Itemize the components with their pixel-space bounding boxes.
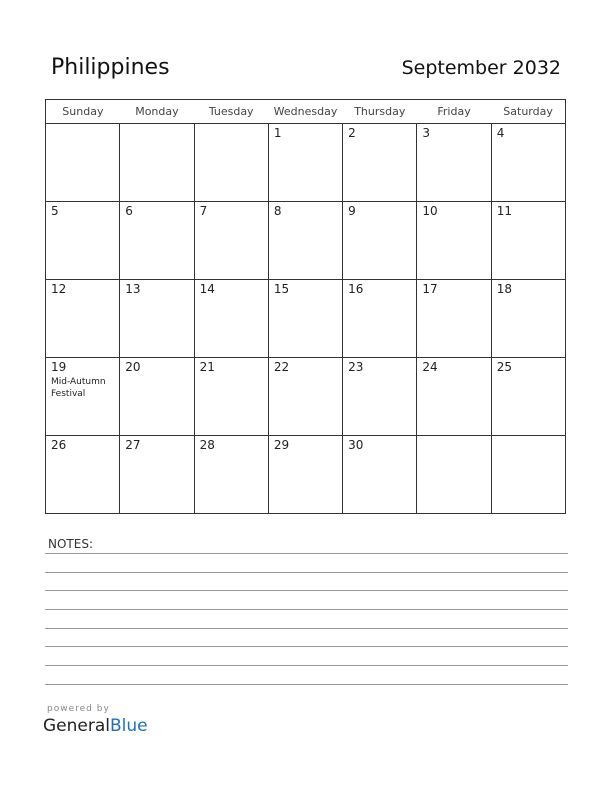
weekday-monday: Monday xyxy=(120,100,194,124)
day-cell[interactable] xyxy=(120,202,194,280)
day-cell[interactable] xyxy=(46,202,120,280)
day-cell[interactable] xyxy=(491,358,565,436)
generalblue-logo[interactable] xyxy=(43,716,148,736)
week-row xyxy=(46,358,566,436)
day-cell[interactable] xyxy=(343,436,417,514)
week-row xyxy=(46,124,566,202)
day-number: 9 xyxy=(348,204,356,218)
week-row xyxy=(46,280,566,358)
notes-line xyxy=(45,646,568,647)
day-number: 6 xyxy=(125,204,133,218)
day-cell[interactable] xyxy=(46,436,120,514)
day-cell[interactable] xyxy=(120,358,194,436)
day-number: 11 xyxy=(496,204,512,218)
day-number: 27 xyxy=(125,438,141,452)
day-cell[interactable] xyxy=(194,202,268,280)
day-cell[interactable] xyxy=(268,124,342,202)
day-number: 26 xyxy=(51,438,67,452)
week-row xyxy=(46,202,566,280)
day-cell[interactable] xyxy=(491,124,565,202)
day-cell[interactable] xyxy=(491,436,565,514)
day-number: 22 xyxy=(273,360,290,374)
weekday-sunday: Sunday xyxy=(46,100,120,124)
day-number: 8 xyxy=(273,204,282,218)
day-number: 14 xyxy=(199,282,215,296)
notes-line xyxy=(45,628,568,629)
notes-line xyxy=(45,553,568,554)
day-number: 12 xyxy=(51,282,67,296)
logo-general: General xyxy=(43,716,110,736)
day-number xyxy=(195,124,268,126)
weekday-header-row xyxy=(46,100,566,124)
day-number: 4 xyxy=(496,126,505,140)
day-number: 23 xyxy=(348,360,364,374)
day-cell[interactable] xyxy=(46,358,120,436)
weekday-saturday: Saturday xyxy=(491,100,565,124)
day-number: 19 xyxy=(51,360,67,374)
day-number: 17 xyxy=(422,282,438,296)
day-cell[interactable] xyxy=(194,436,268,514)
day-cell[interactable] xyxy=(343,280,417,358)
day-number: 16 xyxy=(348,282,364,296)
day-cell[interactable] xyxy=(417,436,491,514)
day-number: 28 xyxy=(199,438,215,452)
notes-label: NOTES: xyxy=(48,537,93,551)
weekday-thursday: Thursday xyxy=(343,100,417,124)
month-title: September 2032 xyxy=(401,57,561,79)
day-number: 3 xyxy=(422,126,431,140)
day-number: 5 xyxy=(51,204,59,218)
day-cell[interactable] xyxy=(417,202,491,280)
weekday-friday: Friday xyxy=(417,100,491,124)
day-number: 30 xyxy=(348,438,364,452)
day-number: 2 xyxy=(348,126,356,140)
weekday-tuesday: Tuesday xyxy=(194,100,268,124)
day-cell[interactable] xyxy=(491,280,565,358)
notes-line xyxy=(45,572,568,573)
day-number: 21 xyxy=(199,360,215,374)
day-number: 13 xyxy=(125,282,141,296)
day-cell[interactable] xyxy=(120,124,194,202)
day-cell[interactable] xyxy=(491,202,565,280)
day-number xyxy=(120,124,193,126)
day-number: 7 xyxy=(199,204,208,218)
day-number: 25 xyxy=(496,360,512,374)
day-cell[interactable] xyxy=(194,280,268,358)
day-cell[interactable] xyxy=(194,358,268,436)
day-cell[interactable] xyxy=(46,280,120,358)
day-number: 20 xyxy=(125,360,141,374)
logo-blue: Blue xyxy=(110,716,148,736)
day-cell[interactable] xyxy=(343,124,417,202)
notes-line xyxy=(45,665,568,666)
day-cell[interactable] xyxy=(120,280,194,358)
day-number: 10 xyxy=(422,204,438,218)
weekday-wednesday: Wednesday xyxy=(268,100,342,124)
day-cell[interactable] xyxy=(268,436,342,514)
holiday-label: Mid-Autumn Festival xyxy=(51,377,106,399)
day-cell[interactable] xyxy=(343,358,417,436)
day-number: 18 xyxy=(496,282,512,296)
day-number xyxy=(492,436,565,438)
notes-line xyxy=(45,609,568,610)
day-number xyxy=(417,436,490,438)
notes-line xyxy=(45,590,568,591)
day-number: 24 xyxy=(422,360,438,374)
powered-by-text: powered by xyxy=(47,704,110,714)
day-cell[interactable] xyxy=(343,202,417,280)
day-cell[interactable] xyxy=(194,124,268,202)
day-cell[interactable] xyxy=(268,202,342,280)
day-number: 1 xyxy=(273,126,282,140)
day-cell[interactable] xyxy=(268,280,342,358)
day-cell[interactable] xyxy=(417,124,491,202)
day-number: 15 xyxy=(273,282,290,296)
week-row xyxy=(46,436,566,514)
notes-line xyxy=(45,684,568,685)
day-cell[interactable] xyxy=(417,280,491,358)
day-cell[interactable] xyxy=(46,124,120,202)
day-cell[interactable] xyxy=(417,358,491,436)
day-cell[interactable] xyxy=(120,436,194,514)
day-number xyxy=(46,124,119,126)
country-title: Philippines xyxy=(51,55,170,80)
calendar-grid xyxy=(45,99,566,514)
day-number: 29 xyxy=(273,438,290,452)
day-cell[interactable] xyxy=(268,358,342,436)
